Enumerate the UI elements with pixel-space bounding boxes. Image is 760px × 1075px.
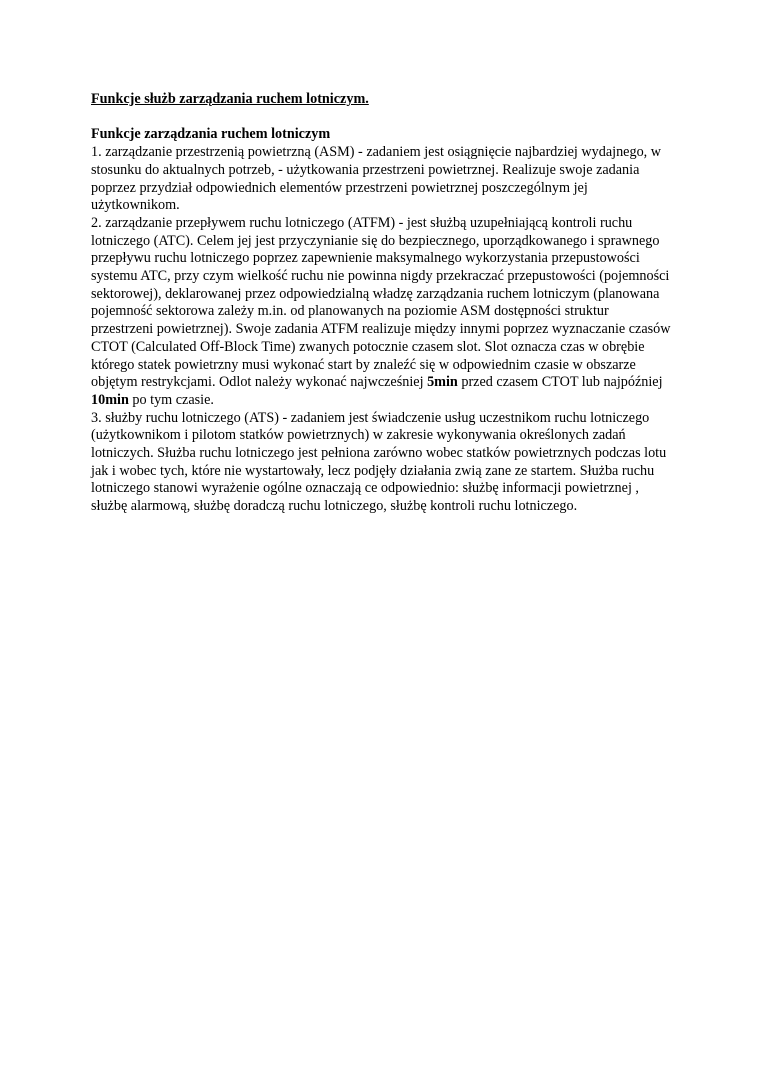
paragraph-atfm-text-3: po tym czasie. bbox=[128, 391, 214, 408]
paragraph-atfm-bold-5min: 5min bbox=[427, 374, 458, 391]
blank-line bbox=[91, 109, 671, 127]
document-body bbox=[91, 91, 671, 516]
paragraph-atfm-bold-10min: 10min bbox=[91, 391, 129, 408]
paragraph-asm: 1. zarządzanie przestrzenią powietrzną (ASM) - zadaniem jest osiągnięcie najbardziej wydajnego, w stosunku do aktualnych potrzeb, - użytkowania przestrzeni powietrznej. Realizuje swoje zadania poprzez przydział odpowiednich elementów przestrzeni powietrznej poszczególnym jej użytkownikom. bbox=[91, 144, 662, 214]
paragraph-atfm-text-1: 2. zarządzanie przepływem ruchu lotniczego (ATFM) - jest służbą uzupełniającą kontroli ruchu lotniczego (ATC). Celem jej jest przyczynianie się do bezpiecznego, uporządkowanego i sprawnego przepływu ruchu lotniczego poprzez zapewnienie maksymalnego wykorzystania przepustowości systemu ATC, przy czym wielkość ruchu nie powinna nigdy przekraczać przepustowości (pojemności sektorowej), deklarowanej przez odpowiedzialną władzę zarządzania ruchem lotniczym (planowana pojemność sektorowa zależy m.in. od planowanych na poziomie ASM dostępności struktur przestrzeni powietrznej). Swoje zadania ATFM realizuje między innymi poprzez wyznaczanie czasów CTOT (Calculated Off-Block Time) zwanych potocznie czasem slot. Slot oznacza czas w obrębie którego statek powietrzny musi wykonać start by znaleźć się w odpowiednim czasie w obszarze objętym restrykcjami. Odlot należy wykonać najwcześniej bbox=[91, 214, 671, 391]
paragraph-atfm-text-2: przed czasem CTOT lub najpóźniej bbox=[457, 374, 663, 391]
document-title: Funkcje służb zarządzania ruchem lotniczym. bbox=[91, 91, 369, 107]
paragraph-atfm bbox=[91, 215, 671, 410]
section-heading: Funkcje zarządzania ruchem lotniczym bbox=[91, 126, 331, 143]
paragraph-ats: 3. służby ruchu lotniczego (ATS) - zadaniem jest świadczenie usług uczestnikom ruchu lotniczego (użytkownikom i pilotom statków powietrznych) w zakresie wykonywania określonych zadań lotniczych. Służba ruchu lotniczego jest pełniona zarówno wobec statków powietrznych podczas lotu jak i wobec tych, które nie wystartowały, lecz podjęły działania zwią zane ze startem. Służba ruchu lotniczego stanowi wyrażenie ogólne oznaczają ce odpowiednio: służbę informacji powietrznej , służbę alarmową, służbę doradczą ruchu lotniczego, służbę kontroli ruchu lotniczego. bbox=[91, 409, 667, 515]
